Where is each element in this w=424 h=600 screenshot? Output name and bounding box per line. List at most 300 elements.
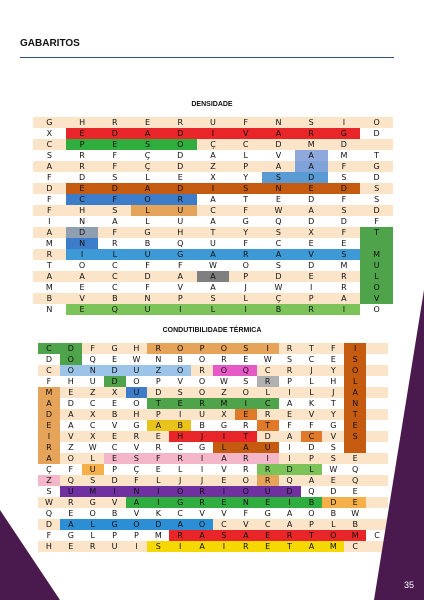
grid-letter: Q	[111, 305, 118, 314]
grid-letter: V	[199, 509, 205, 518]
grid-letter: A	[133, 498, 140, 507]
grid-letter: A	[221, 454, 227, 463]
grid-letter: F	[68, 465, 74, 474]
grid-letter: A	[210, 217, 216, 226]
grid-letter: L	[309, 388, 314, 397]
grid-letter: A	[210, 283, 216, 292]
grid-letter: N	[46, 305, 53, 314]
grid-letter: S	[308, 118, 314, 127]
grid-letter: A	[210, 250, 216, 259]
grid-letter: A	[286, 399, 293, 408]
grid-letter: U	[89, 465, 96, 474]
grid-letter: V	[221, 465, 227, 474]
grid-letter: C	[352, 542, 358, 551]
grid-letter: K	[155, 509, 161, 518]
grid-letter: A	[155, 421, 162, 430]
grid-letter: A	[308, 162, 314, 171]
grid-letter: E	[243, 410, 249, 419]
grid-letter: A	[275, 250, 282, 259]
grid-letter: F	[156, 454, 161, 463]
grid-letter: Z	[155, 366, 162, 375]
grid-letter: I	[113, 487, 116, 496]
grid-letter: Y	[243, 228, 249, 237]
grid-letter: V	[177, 283, 183, 292]
grid-letter: V	[133, 443, 140, 452]
grid-letter: A	[352, 388, 358, 397]
grid-letter: S	[352, 355, 358, 364]
grid-letter: J	[310, 366, 313, 375]
grid-letter: M	[351, 531, 359, 540]
grid-letter: L	[309, 377, 314, 386]
grid-letter: Q	[242, 366, 249, 375]
grid-letter: D	[373, 173, 380, 182]
grid-letter: O	[133, 377, 140, 386]
grid-letter: F	[243, 509, 249, 518]
grid-letter: C	[112, 283, 118, 292]
grid-letter: C	[308, 355, 315, 364]
grid-letter: V	[133, 509, 140, 518]
grid-letter: Z	[221, 388, 227, 397]
grid-letter: S	[275, 261, 281, 270]
grid-letter: R	[133, 432, 140, 441]
grid-letter: C	[374, 531, 380, 540]
grid-letter: I	[244, 305, 247, 314]
grid-letter: R	[112, 239, 118, 248]
grid-letter: T	[210, 228, 216, 237]
grid-letter: D	[177, 162, 184, 171]
grid-letter: Z	[68, 443, 74, 452]
grid-letter: H	[67, 377, 74, 386]
grid-letter: O	[373, 283, 380, 292]
grid-letter: A	[286, 520, 293, 529]
grid-letter: G	[67, 531, 74, 540]
grid-letter: B	[275, 305, 282, 314]
grid-letter: V	[79, 294, 85, 303]
grid-letter: G	[340, 129, 347, 138]
grid-letter: L	[243, 151, 248, 160]
grid-letter: M	[340, 151, 348, 160]
grid-letter: D	[78, 228, 86, 237]
grid-letter: D	[340, 140, 347, 149]
grid-letter: N	[79, 217, 86, 226]
grid-letter: L	[145, 217, 150, 226]
grid-letter: V	[111, 421, 118, 430]
grid-letter: A	[46, 272, 53, 281]
page-title: GABARITOS	[20, 38, 80, 49]
grid-letter: J	[200, 476, 204, 485]
grid-letter: E	[308, 272, 314, 281]
grid-letter: D	[78, 173, 86, 182]
grid-letter: Y	[330, 366, 336, 375]
grid-letter: X	[111, 388, 118, 397]
grid-letter: Ç	[144, 162, 151, 171]
grid-letter: I	[157, 487, 160, 496]
grid-letter: F	[341, 195, 347, 204]
grid-letter: G	[330, 421, 337, 430]
grid-letter: C	[112, 272, 118, 281]
grid-letter: D	[111, 476, 118, 485]
grid-letter: Z	[210, 162, 216, 171]
grid-letter: U	[67, 487, 74, 496]
grid-letter: I	[211, 129, 215, 138]
grid-letter: A	[177, 520, 183, 529]
grid-letter: J	[200, 432, 204, 441]
grid-letter: O	[177, 140, 184, 149]
grid-letter: V	[221, 509, 227, 518]
grid-letter: J	[179, 476, 182, 485]
grid-letter: I	[266, 344, 269, 353]
grid-letter: C	[46, 344, 52, 353]
grid-letter: A	[308, 206, 314, 215]
grid-letter: R	[308, 129, 314, 138]
grid-letter: H	[177, 228, 184, 237]
grid-letter: G	[242, 217, 249, 226]
grid-letter: Q	[89, 355, 96, 364]
grid-letter: C	[111, 443, 118, 452]
grid-letter: E	[68, 542, 74, 551]
grid-letter: Z	[46, 476, 52, 485]
grid-letter: D	[46, 184, 53, 193]
grid-letter: O	[352, 366, 359, 375]
grid-letter: E	[177, 399, 183, 408]
grid-letter: C	[264, 366, 271, 375]
grid-letter: W	[263, 355, 272, 364]
grid-letter: A	[144, 184, 151, 193]
grid-letter: Y	[243, 173, 249, 182]
grid-letter: E	[352, 498, 358, 507]
grid-letter: T	[308, 531, 314, 540]
grid-letter: R	[243, 454, 249, 463]
grid-letter: S	[177, 388, 183, 397]
grid-letter: O	[198, 377, 206, 386]
grid-letter: R	[155, 443, 162, 452]
grid-letter: S	[243, 344, 249, 353]
grid-letter: G	[133, 421, 140, 430]
grid-letter: E	[155, 432, 161, 441]
grid-letter: B	[111, 410, 118, 419]
grid-letter: R	[243, 542, 249, 551]
grid-letter: O	[89, 509, 96, 518]
grid-letter: B	[330, 509, 337, 518]
grid-letter: A	[68, 421, 74, 430]
grid-letter: P	[287, 377, 292, 386]
grid-letter: B	[308, 498, 315, 507]
grid-letter: R	[79, 162, 85, 171]
grid-letter: F	[112, 195, 118, 204]
grid-letter: F	[112, 228, 118, 237]
grid-letter: F	[341, 162, 347, 171]
grid-letter: D	[67, 399, 74, 408]
grid-letter: R	[89, 542, 96, 551]
grid-letter: M	[373, 250, 381, 259]
grid-letter: V	[275, 151, 282, 160]
grid-letter: C	[177, 509, 183, 518]
grid-letter: V	[308, 410, 315, 419]
grid-letter: O	[308, 509, 315, 518]
grid-letter: S	[374, 184, 380, 193]
grid-letter: T	[374, 151, 380, 160]
grid-letter: W	[44, 498, 53, 507]
grid-letter: R	[221, 355, 227, 364]
grid-letter: A	[46, 454, 52, 463]
grid-letter: R	[177, 118, 184, 127]
grid-letter: R	[112, 118, 118, 127]
grid-letter: R	[286, 531, 293, 540]
grid-letter: X	[89, 432, 96, 441]
grid-letter: R	[242, 250, 249, 259]
grid-letter: N	[89, 366, 96, 375]
grid-letter: T	[330, 399, 336, 408]
grid-letter: D	[286, 465, 293, 474]
grid-letter: A	[308, 476, 315, 485]
grid-letter: L	[177, 465, 183, 474]
grid-letter: P	[199, 344, 205, 353]
grid-letter: Q	[67, 476, 74, 485]
grid-letter: D	[308, 217, 315, 226]
grid-letter: E	[79, 305, 85, 314]
grid-letter: I	[47, 432, 51, 441]
grid-letter: X	[46, 129, 53, 138]
grid-letter: T	[243, 195, 249, 204]
grid-letter: E	[352, 421, 358, 430]
grid-letter: R	[199, 498, 205, 507]
grid-letter: D	[308, 261, 315, 270]
grid-letter: R	[79, 151, 85, 160]
grid-letter: M	[89, 487, 97, 496]
grid-letter: P	[309, 520, 314, 529]
grid-letter: M	[45, 239, 53, 248]
grid-letter: H	[133, 344, 140, 353]
grid-letter: M	[307, 140, 315, 149]
grid-letter: I	[342, 305, 346, 314]
grid-letter: D	[177, 184, 184, 193]
grid-letter: D	[275, 272, 282, 281]
grid-letter: X	[210, 173, 216, 182]
grid-letter: U	[144, 250, 151, 259]
grid-letter: E	[145, 118, 151, 127]
grid-letter: Ç	[144, 151, 151, 160]
grid-letter: R	[199, 487, 205, 496]
grid-letter: R	[177, 531, 183, 540]
grid-letter: O	[330, 531, 337, 540]
grid-letter: I	[179, 305, 182, 314]
grid-letter: E	[112, 399, 118, 408]
grid-letter: L	[90, 520, 95, 529]
grid-letter: M	[154, 531, 162, 540]
grid-letter: E	[221, 498, 227, 507]
grid-letter: A	[46, 399, 52, 408]
grid-letter: O	[242, 487, 249, 496]
grid-letter: C	[79, 195, 85, 204]
grid-letter: S	[133, 454, 139, 463]
grid-letter: F	[47, 195, 52, 204]
grid-letter: P	[79, 140, 85, 149]
grid-letter: V	[330, 432, 337, 441]
grid-letter: I	[211, 184, 215, 193]
grid-letter: W	[274, 206, 283, 215]
grid-letter: B	[112, 294, 118, 303]
grid-letter: A	[199, 531, 205, 540]
grid-letter: U	[111, 542, 118, 551]
grid-letter: C	[112, 261, 118, 270]
grid-letter: H	[45, 542, 52, 551]
grid-letter: I	[48, 217, 51, 226]
grid-letter: R	[199, 366, 205, 375]
grid-letter: D	[340, 217, 347, 226]
grid-letter: N	[352, 399, 359, 408]
grid-letter: F	[243, 206, 249, 215]
grid-letter: E	[341, 239, 347, 248]
grid-letter: P	[134, 531, 139, 540]
grid-letter: A	[68, 410, 74, 419]
grid-letter: D	[373, 206, 380, 215]
grid-letter: T	[46, 261, 52, 270]
grid-letter: G	[177, 250, 184, 259]
grid-letter: C	[221, 520, 227, 529]
grid-letter: S	[275, 173, 281, 182]
grid-letter: N	[79, 239, 86, 248]
grid-letter: O	[133, 520, 140, 529]
grid-letter: F	[134, 476, 139, 485]
grid-letter: E	[177, 173, 183, 182]
grid-letter: Ç	[46, 465, 52, 474]
grid-letter: F	[112, 151, 118, 160]
grid-letter: W	[219, 377, 228, 386]
grid-letter: C	[89, 421, 96, 430]
grid-letter: F	[341, 228, 347, 237]
grid-letter: D	[330, 487, 337, 496]
grid-letter: U	[373, 261, 380, 270]
grid-letter: U	[177, 217, 184, 226]
grid-letter: O	[220, 366, 228, 375]
grid-letter: W	[329, 465, 338, 474]
grid-letter: A	[112, 217, 118, 226]
grid-letter: A	[286, 432, 293, 441]
grid-letter: D	[308, 173, 315, 182]
grid-letter: C	[177, 443, 183, 452]
grid-letter: U	[210, 118, 216, 127]
grid-letter: D	[155, 520, 162, 529]
grid-letter: S	[221, 531, 227, 540]
grid-letter: R	[264, 476, 271, 485]
grid-letter: F	[90, 344, 95, 353]
grid-letter: Ç	[210, 140, 216, 149]
grid-letter: V	[111, 498, 118, 507]
grid-letter: A	[286, 509, 293, 518]
grid-letter: R	[243, 421, 249, 430]
grid-letter: U	[89, 377, 96, 386]
grid-letter: T	[352, 410, 358, 419]
grid-letter: O	[67, 454, 74, 463]
grid-letter: S	[144, 140, 151, 149]
grid-letter: S	[155, 542, 161, 551]
grid-letter: R	[199, 399, 205, 408]
grid-letter: F	[47, 173, 52, 182]
grid-letter: Ç	[133, 465, 140, 474]
grid-letter: E	[68, 509, 74, 518]
grid-letter: N	[275, 184, 282, 193]
grid-letter: R	[46, 443, 52, 452]
grid-letter: E	[112, 454, 118, 463]
grid-letter: O	[177, 344, 184, 353]
grid-letter: D	[45, 355, 53, 364]
grid-letter: S	[341, 173, 347, 182]
word-search-densidade	[33, 117, 393, 315]
grid-letter: R	[68, 498, 74, 507]
grid-letter: H	[79, 118, 86, 127]
grid-letter: R	[243, 465, 249, 474]
grid-letter: F	[374, 217, 379, 226]
grid-letter: D	[264, 432, 271, 441]
puzzle-title-condutibilidade: CONDUTIBILIDADE TÉRMICA	[162, 327, 262, 334]
grid-letter: G	[220, 421, 228, 430]
grid-letter: S	[330, 443, 336, 452]
grid-letter: G	[144, 228, 151, 237]
grid-letter: S	[374, 195, 380, 204]
grid-letter: I	[288, 388, 291, 397]
grid-letter: B	[46, 294, 53, 303]
grid-letter: L	[374, 272, 379, 281]
grid-letter: D	[373, 129, 380, 138]
grid-letter: Q	[352, 465, 359, 474]
grid-letter: D	[111, 184, 118, 193]
grid-letter: E	[265, 531, 271, 540]
grid-letter: A	[46, 228, 53, 237]
grid-letter: A	[275, 129, 282, 138]
grid-letter: O	[177, 366, 184, 375]
grid-letter: I	[266, 454, 269, 463]
grid-letter: P	[177, 294, 183, 303]
grid-letter: D	[308, 195, 315, 204]
grid-letter: B	[177, 421, 183, 430]
grid-letter: S	[210, 294, 216, 303]
grid-letter: A	[243, 443, 249, 452]
grid-letter: B	[352, 520, 358, 529]
grid-letter: L	[309, 465, 314, 474]
grid-letter: G	[46, 118, 53, 127]
grid-letter: R	[264, 410, 271, 419]
grid-letter: V	[243, 520, 249, 529]
corner-decoration-right	[374, 290, 424, 600]
grid-letter: E	[287, 410, 293, 419]
grid-letter: G	[111, 344, 118, 353]
grid-letter: P	[309, 454, 314, 463]
grid-letter: P	[112, 531, 117, 540]
grid-letter: P	[112, 465, 117, 474]
grid-letter: I	[200, 465, 204, 474]
grid-letter: F	[243, 239, 249, 248]
grid-letter: L	[90, 454, 95, 463]
grid-letter: D	[340, 184, 347, 193]
grid-letter: I	[157, 498, 160, 507]
grid-letter: F	[47, 206, 52, 215]
grid-letter: C	[275, 239, 282, 248]
grid-letter: L	[265, 388, 270, 397]
grid-letter: C	[210, 206, 216, 215]
grid-letter: T	[374, 228, 380, 237]
grid-letter: E	[79, 184, 85, 193]
grid-letter: E	[112, 355, 118, 364]
grid-letter: J	[332, 388, 335, 397]
grid-letter: V	[242, 129, 249, 138]
grid-letter: A	[275, 162, 282, 171]
grid-letter: P	[155, 410, 161, 419]
grid-letter: M	[220, 399, 228, 408]
grid-letter: S	[352, 432, 358, 441]
grid-letter: P	[155, 377, 161, 386]
grid-letter: F	[46, 531, 52, 540]
grid-letter: O	[67, 355, 74, 364]
